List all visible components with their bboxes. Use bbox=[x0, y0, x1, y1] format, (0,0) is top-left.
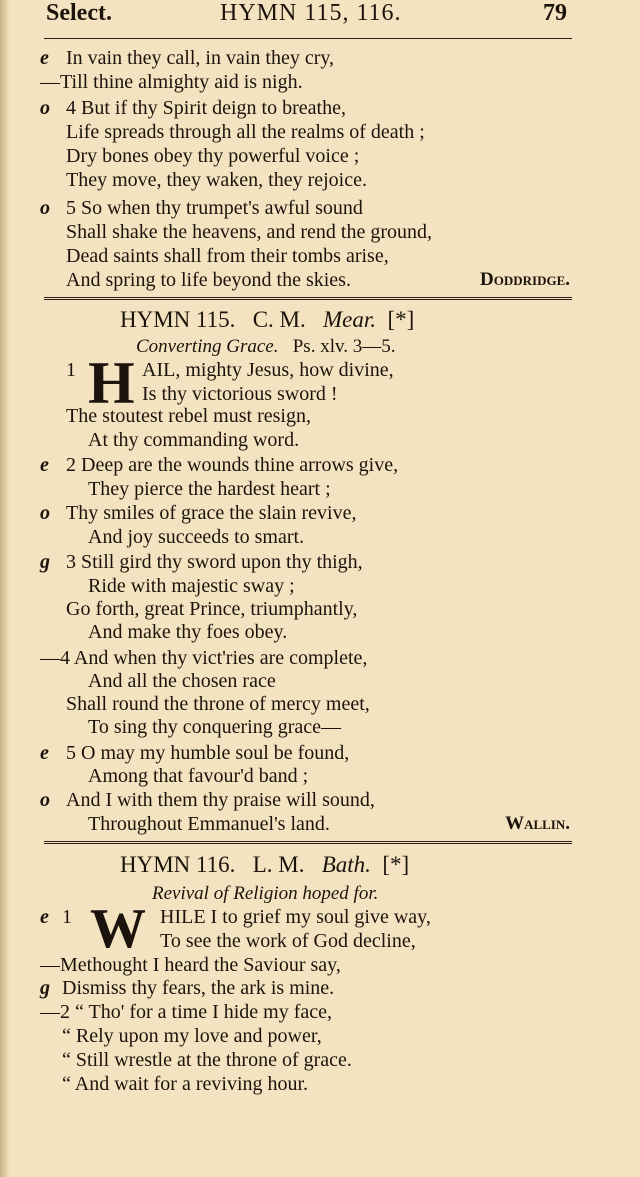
verse-line bbox=[0, 646, 640, 670]
dynamic-mark: g bbox=[40, 977, 50, 999]
verse-text: And all the chosen race bbox=[88, 670, 276, 692]
verse-text: —4 And when thy vict'ries are complete, bbox=[40, 647, 368, 669]
verse-text: Dry bones obey thy powerful voice ; bbox=[66, 145, 360, 167]
verse-text: “ Still wrestle at the throne of grace. bbox=[62, 1049, 352, 1071]
verse-text: 5 O may my humble soul be found, bbox=[66, 742, 350, 764]
dynamic-mark: g bbox=[40, 551, 50, 573]
verse-text: Shall shake the heavens, and rend the ground, bbox=[66, 221, 433, 243]
hymn-subtitle bbox=[152, 882, 378, 906]
verse-text: Dead saints shall from their tombs arise, bbox=[66, 245, 389, 267]
verse-text: Ride with majestic sway ; bbox=[88, 575, 295, 597]
dynamic-mark: e bbox=[40, 742, 49, 764]
verse-line bbox=[0, 168, 640, 192]
verse-line bbox=[0, 477, 640, 501]
verse-line bbox=[0, 597, 640, 621]
verse-line bbox=[0, 929, 640, 953]
hymn-theme: Revival of Religion hoped for. bbox=[152, 883, 379, 904]
hymn-flag: [*] bbox=[382, 852, 410, 877]
verse-line bbox=[0, 1000, 640, 1024]
verse-line bbox=[0, 144, 640, 168]
verse-line bbox=[0, 741, 640, 765]
verse-line bbox=[0, 669, 640, 693]
hymn-flag: [*] bbox=[387, 307, 415, 332]
hymn-metre: C. M. bbox=[252, 307, 306, 332]
verse-text: AIL, mighty Jesus, how divine, bbox=[142, 359, 394, 381]
verse-text: Is thy victorious sword ! bbox=[142, 383, 338, 405]
verse-text: Thy smiles of grace the slain revive, bbox=[66, 502, 357, 524]
verse-line bbox=[0, 244, 640, 268]
hymn-title bbox=[120, 850, 409, 880]
dynamic-mark: o bbox=[40, 789, 50, 811]
dynamic-mark: e bbox=[40, 906, 49, 928]
verse-line bbox=[0, 404, 640, 428]
verse-text: “ And wait for a reviving hour. bbox=[62, 1073, 309, 1095]
verse-line bbox=[0, 382, 640, 406]
author-attribution: Wallin. bbox=[505, 813, 570, 834]
running-header bbox=[20, 0, 572, 32]
verse-line bbox=[0, 96, 640, 120]
verse-text: To sing thy conquering grace— bbox=[88, 716, 341, 738]
hymn-tune: Bath. bbox=[321, 852, 371, 877]
verse-line bbox=[0, 788, 640, 812]
verse-text: They pierce the hardest heart ; bbox=[88, 478, 331, 500]
hymn-divider bbox=[44, 841, 572, 844]
stanza-number: 1 bbox=[66, 359, 76, 381]
verse-text: Life spreads through all the realms of death ; bbox=[66, 121, 425, 143]
verse-line bbox=[0, 1072, 640, 1096]
verse-line bbox=[0, 764, 640, 788]
verse-line bbox=[0, 501, 640, 525]
verse-line bbox=[0, 1048, 640, 1072]
header-rule bbox=[44, 38, 572, 39]
hymn-subtitle bbox=[136, 335, 396, 359]
verse-line bbox=[0, 715, 640, 739]
hymn-number: HYMN 116. bbox=[120, 852, 236, 877]
verse-text: At thy commanding word. bbox=[88, 429, 300, 451]
verse-line bbox=[0, 453, 640, 477]
verse-text: Dismiss thy fears, the ark is mine. bbox=[62, 977, 335, 999]
verse-text: To see the work of God decline, bbox=[160, 930, 416, 952]
verse-text: HILE I to grief my soul give way, bbox=[160, 906, 431, 928]
hymn-title bbox=[120, 305, 414, 335]
verse-text: 2 Deep are the wounds thine arrows give, bbox=[66, 454, 399, 476]
verse-text: —Methought I heard the Saviour say, bbox=[40, 954, 341, 976]
hymn-theme: Converting Grace. bbox=[136, 336, 279, 357]
verse-line bbox=[0, 620, 640, 644]
verse-text: 5 So when thy trumpet's awful sound bbox=[66, 197, 363, 219]
verse-line bbox=[0, 1024, 640, 1048]
verse-text: The stoutest rebel must resign, bbox=[66, 405, 311, 427]
dynamic-mark: e bbox=[40, 47, 49, 69]
verse-text: “ Rely upon my love and power, bbox=[62, 1025, 322, 1047]
verse-text: And spring to life beyond the skies. bbox=[66, 269, 351, 291]
verse-line bbox=[0, 976, 640, 1000]
verse-text: And joy succeeds to smart. bbox=[88, 526, 305, 548]
verse-text: And I with them thy praise will sound, bbox=[66, 789, 375, 811]
hymn-tune: Mear. bbox=[322, 307, 377, 332]
dynamic-mark: o bbox=[40, 502, 50, 524]
verse-text: 4 But if thy Spirit deign to breathe, bbox=[66, 97, 346, 119]
hymn-metre: L. M. bbox=[252, 852, 305, 877]
verse-line bbox=[0, 692, 640, 716]
verse-line bbox=[0, 70, 640, 94]
author-attribution: Doddridge. bbox=[480, 269, 570, 290]
dynamic-mark: o bbox=[40, 197, 50, 219]
verse-line bbox=[0, 812, 640, 836]
verse-text: Throughout Emmanuel's land. bbox=[88, 813, 330, 835]
hymn-divider bbox=[44, 297, 572, 300]
hymn-number: HYMN 115. bbox=[120, 307, 236, 332]
verse-text: —2 “ Tho' for a time I hide my face, bbox=[40, 1001, 333, 1023]
verse-text: Go forth, great Prince, triumphantly, bbox=[66, 598, 358, 620]
dynamic-mark: o bbox=[40, 97, 50, 119]
header-hymn-range: HYMN 115, 116. bbox=[220, 0, 402, 26]
stanza-number: 1 bbox=[62, 906, 72, 928]
verse-line bbox=[0, 550, 640, 574]
verse-line bbox=[0, 220, 640, 244]
header-section: Select. bbox=[46, 0, 112, 26]
verse-text: They move, they waken, they rejoice. bbox=[66, 169, 367, 191]
verse-line bbox=[0, 525, 640, 549]
page-number: 79 bbox=[543, 0, 567, 26]
verse-line bbox=[0, 268, 640, 292]
verse-line bbox=[0, 120, 640, 144]
verse-text: And make thy foes obey. bbox=[88, 621, 288, 643]
verse-line bbox=[0, 196, 640, 220]
drop-cap: H bbox=[88, 350, 135, 416]
drop-cap: W bbox=[90, 898, 146, 960]
verse-line bbox=[0, 428, 640, 452]
verse-text: Shall round the throne of mercy meet, bbox=[66, 693, 370, 715]
verse-line bbox=[0, 574, 640, 598]
hymn-scripture: Ps. xlv. 3—5. bbox=[292, 336, 396, 357]
verse-text: In vain they call, in vain they cry, bbox=[66, 47, 335, 69]
dynamic-mark: e bbox=[40, 454, 49, 476]
verse-line bbox=[0, 46, 640, 70]
verse-text: —Till thine almighty aid is nigh. bbox=[40, 71, 303, 93]
verse-text: Among that favour'd band ; bbox=[88, 765, 309, 787]
verse-line bbox=[0, 953, 640, 977]
verse-text: 3 Still gird thy sword upon thy thigh, bbox=[66, 551, 363, 573]
